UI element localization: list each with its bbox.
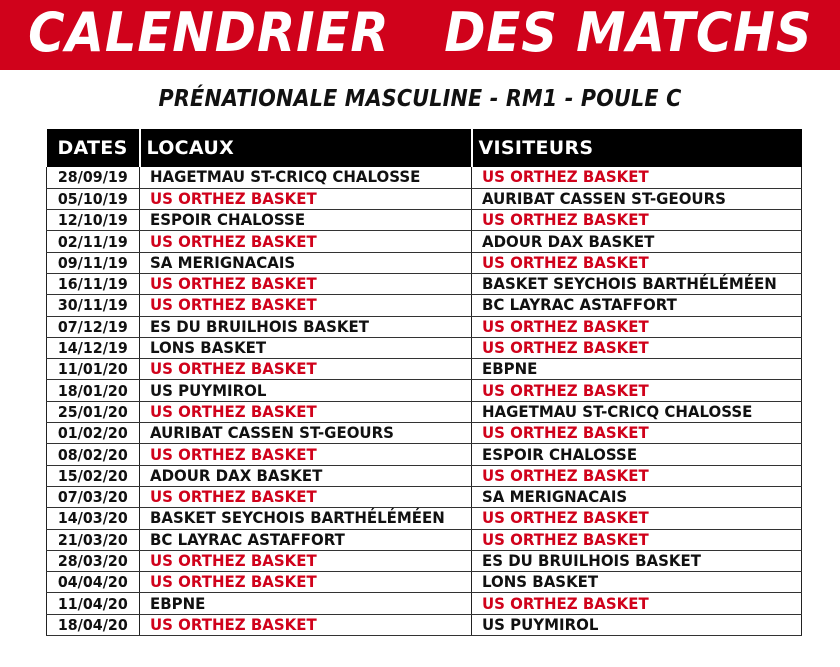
match-date-text: 28/03/20 (58, 551, 128, 570)
away-team (472, 316, 802, 337)
match-date-text: 04/04/20 (58, 573, 128, 592)
home-team (140, 465, 472, 486)
competition-subtitle: PRÉNATIONALE MASCULINE - RM1 - POULE C (158, 86, 682, 112)
away-team-name: LONS BASKET (482, 572, 599, 592)
home-team-name: US ORTHEZ BASKET (150, 231, 317, 251)
match-date (47, 295, 140, 316)
match-date-text: 18/04/20 (58, 615, 128, 634)
away-team (472, 508, 802, 529)
match-date-text: 28/09/19 (58, 168, 128, 187)
home-team (140, 359, 472, 380)
away-team (472, 401, 802, 422)
match-date (47, 423, 140, 444)
away-team-name: US ORTHEZ BASKET (482, 423, 649, 443)
table-row (47, 465, 802, 486)
away-team-name: US ORTHEZ BASKET (482, 380, 649, 400)
match-schedule-table (46, 129, 802, 636)
home-team-name: US ORTHEZ BASKET (150, 614, 317, 634)
match-date-text: 21/03/20 (58, 530, 128, 549)
home-team (140, 444, 472, 465)
home-team-name: AURIBAT CASSEN ST-GEOURS (150, 423, 394, 443)
home-team (140, 572, 472, 593)
match-date-text: 14/12/19 (58, 339, 128, 358)
home-team-name: LONS BASKET (150, 338, 267, 358)
match-date (47, 614, 140, 635)
home-team-name: US ORTHEZ BASKET (150, 401, 317, 421)
table-row (47, 380, 802, 401)
table-body (47, 167, 802, 636)
away-team-name: US ORTHEZ BASKET (482, 338, 649, 358)
table-row (47, 401, 802, 422)
away-team (472, 423, 802, 444)
header-dates: DATES (47, 129, 140, 167)
table-row (47, 572, 802, 593)
table-row (47, 273, 802, 294)
match-date-text: 07/03/20 (58, 488, 128, 507)
away-team (472, 572, 802, 593)
away-team (472, 295, 802, 316)
home-team (140, 231, 472, 252)
match-date-text: 15/02/20 (58, 466, 128, 485)
away-team-name: US ORTHEZ BASKET (482, 316, 649, 336)
match-date (47, 231, 140, 252)
away-team-name: BC LAYRAC ASTAFFORT (482, 295, 677, 315)
match-date-text: 11/01/20 (58, 360, 128, 379)
away-team (472, 486, 802, 507)
table-row (47, 188, 802, 209)
away-team-name: US PUYMIROL (482, 614, 599, 634)
away-team (472, 614, 802, 635)
match-date (47, 593, 140, 614)
home-team (140, 337, 472, 358)
home-team (140, 508, 472, 529)
away-team (472, 359, 802, 380)
table-header (47, 129, 802, 167)
home-team (140, 273, 472, 294)
match-date (47, 337, 140, 358)
away-team-name: EBPNE (482, 359, 538, 379)
home-team (140, 529, 472, 550)
table-row (47, 231, 802, 252)
home-team (140, 316, 472, 337)
home-team (140, 486, 472, 507)
match-date (47, 486, 140, 507)
home-team-name: US ORTHEZ BASKET (150, 550, 317, 570)
table-row (47, 167, 802, 188)
title-banner (0, 0, 840, 70)
match-date (47, 210, 140, 231)
away-team (472, 231, 802, 252)
away-team (472, 337, 802, 358)
table-row (47, 529, 802, 550)
home-team-name: HAGETMAU ST-CRICQ CHALOSSE (150, 167, 421, 187)
table-row (47, 337, 802, 358)
away-team (472, 273, 802, 294)
home-team-name: US PUYMIROL (150, 380, 267, 400)
away-team-name: US ORTHEZ BASKET (482, 210, 649, 230)
home-team (140, 210, 472, 231)
match-date-text: 14/03/20 (58, 509, 128, 528)
match-date-text: 30/11/19 (58, 296, 128, 315)
away-team-name: US ORTHEZ BASKET (482, 465, 649, 485)
away-team (472, 210, 802, 231)
match-date-text: 05/10/19 (58, 189, 128, 208)
away-team-name: ES DU BRUILHOIS BASKET (482, 550, 701, 570)
match-date (47, 465, 140, 486)
home-team (140, 252, 472, 273)
match-date-text: 01/02/20 (58, 424, 128, 443)
match-date (47, 188, 140, 209)
match-date (47, 167, 140, 188)
away-team-name: US ORTHEZ BASKET (482, 508, 649, 528)
header-row (47, 129, 802, 167)
match-date (47, 444, 140, 465)
away-team (472, 465, 802, 486)
home-team-name: ESPOIR CHALOSSE (150, 210, 306, 230)
home-team (140, 167, 472, 188)
table-row (47, 486, 802, 507)
away-team (472, 444, 802, 465)
away-team-name: SA MERIGNACAIS (482, 487, 628, 507)
away-team-name: US ORTHEZ BASKET (482, 167, 649, 187)
table-row (47, 550, 802, 571)
table-row (47, 593, 802, 614)
home-team-name: EBPNE (150, 593, 206, 613)
home-team-name: US ORTHEZ BASKET (150, 295, 317, 315)
home-team-name: US ORTHEZ BASKET (150, 572, 317, 592)
away-team (472, 550, 802, 571)
home-team (140, 423, 472, 444)
away-team (472, 252, 802, 273)
match-date (47, 380, 140, 401)
home-team-name: US ORTHEZ BASKET (150, 359, 317, 379)
header-home: LOCAUX (140, 129, 472, 167)
away-team-name: US ORTHEZ BASKET (482, 593, 649, 613)
match-date-text: 18/01/20 (58, 381, 128, 400)
home-team (140, 614, 472, 635)
match-date (47, 401, 140, 422)
home-team (140, 188, 472, 209)
away-team-name: US ORTHEZ BASKET (482, 529, 649, 549)
match-date (47, 273, 140, 294)
table-row (47, 316, 802, 337)
header-away: VISITEURS (472, 129, 802, 167)
page-title: CALENDRIER DES MATCHS (27, 0, 813, 64)
home-team-name: US ORTHEZ BASKET (150, 188, 317, 208)
home-team-name: ADOUR DAX BASKET (150, 465, 323, 485)
home-team (140, 550, 472, 571)
away-team (472, 593, 802, 614)
away-team-name: US ORTHEZ BASKET (482, 252, 649, 272)
home-team-name: BASKET SEYCHOIS BARTHÉLÉMÉEN (150, 508, 445, 528)
home-team-name: BC LAYRAC ASTAFFORT (150, 529, 345, 549)
away-team-name: BASKET SEYCHOIS BARTHÉLÉMÉEN (482, 274, 777, 294)
home-team (140, 401, 472, 422)
away-team-name: AURIBAT CASSEN ST-GEOURS (482, 188, 726, 208)
table-row (47, 508, 802, 529)
table-row (47, 295, 802, 316)
table-row (47, 423, 802, 444)
match-date-text: 07/12/19 (58, 317, 128, 336)
match-date-text: 02/11/19 (58, 232, 128, 251)
table-row (47, 444, 802, 465)
match-date (47, 508, 140, 529)
table-row (47, 210, 802, 231)
away-team-name: HAGETMAU ST-CRICQ CHALOSSE (482, 401, 753, 421)
table-row (47, 614, 802, 635)
home-team (140, 295, 472, 316)
match-date (47, 359, 140, 380)
table-row (47, 252, 802, 273)
away-team (472, 529, 802, 550)
away-team (472, 380, 802, 401)
match-date-text: 11/04/20 (58, 594, 128, 613)
away-team-name: ESPOIR CHALOSSE (482, 444, 638, 464)
match-date-text: 09/11/19 (58, 253, 128, 272)
match-date-text: 25/01/20 (58, 402, 128, 421)
match-date (47, 529, 140, 550)
home-team-name: US ORTHEZ BASKET (150, 487, 317, 507)
home-team (140, 593, 472, 614)
home-team-name: US ORTHEZ BASKET (150, 444, 317, 464)
away-team (472, 167, 802, 188)
match-date (47, 572, 140, 593)
match-date-text: 16/11/19 (58, 275, 128, 294)
home-team-name: SA MERIGNACAIS (150, 252, 296, 272)
home-team-name: ES DU BRUILHOIS BASKET (150, 316, 369, 336)
home-team (140, 380, 472, 401)
away-team (472, 188, 802, 209)
table-row (47, 359, 802, 380)
match-date (47, 550, 140, 571)
match-date (47, 316, 140, 337)
match-date-text: 08/02/20 (58, 445, 128, 464)
away-team-name: ADOUR DAX BASKET (482, 231, 655, 251)
home-team-name: US ORTHEZ BASKET (150, 274, 317, 294)
match-date-text: 12/10/19 (58, 211, 128, 230)
match-date (47, 252, 140, 273)
